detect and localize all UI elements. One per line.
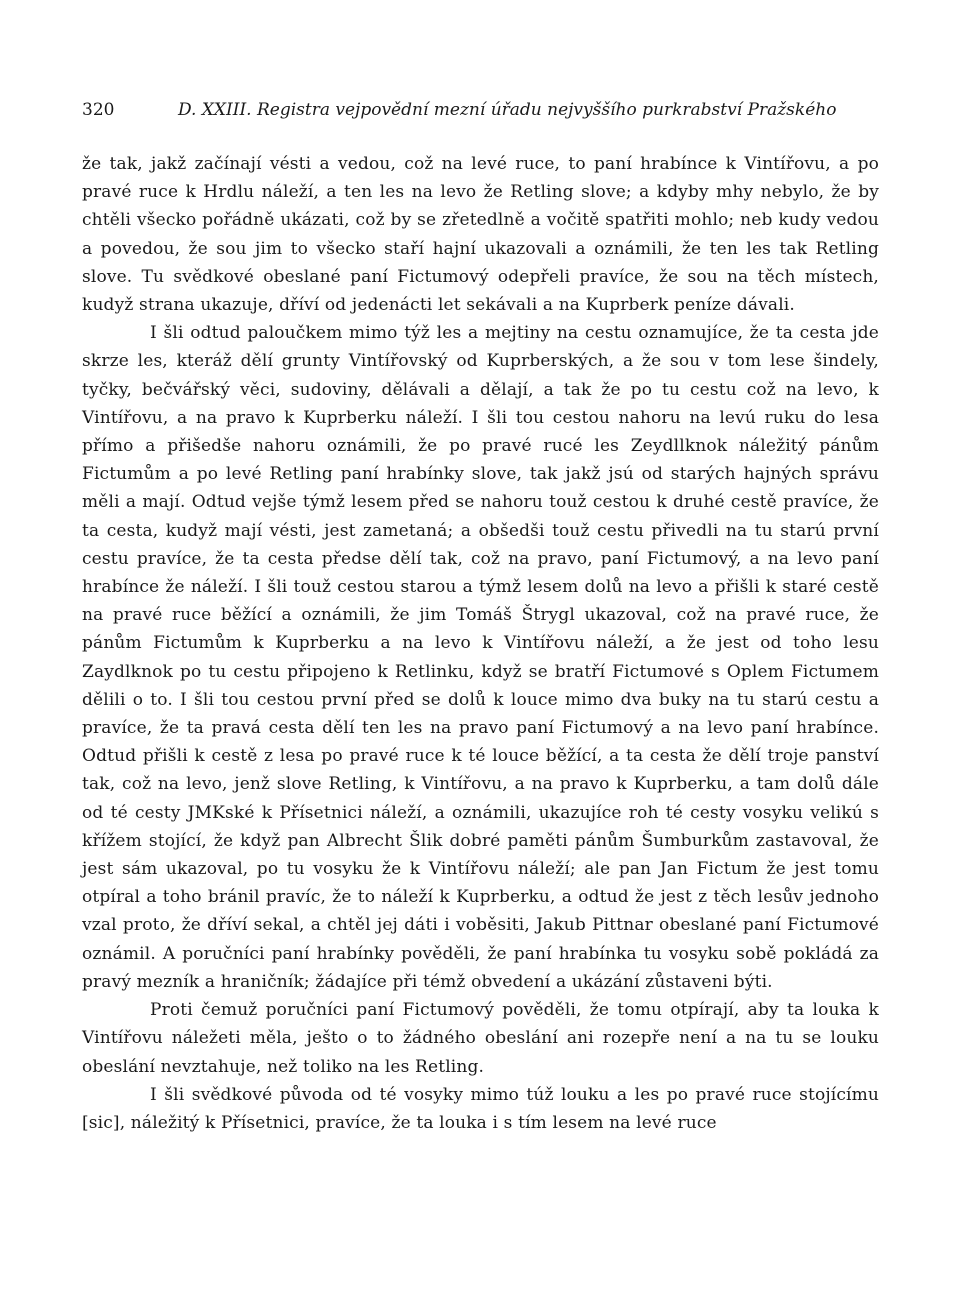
page-number: 320 bbox=[82, 100, 115, 120]
paragraph: že tak, jakž začínají vésti a vedou, což na levé ruce, to paní hrabínce k Vintířovu, a po pravé ruce k Hrdlu náleží, a ten les na levo že Retling slove; a kdyby mhy nebylo, že by chtěli všecko pořádně ukázati, což by se zřetedlně a vočitě spatřiti mohlo; neb kudy vedou a povedou, že sou jim to všecko staří hajní ukazovali a oznámili, že ten les tak Retling slove. Tu svědkové obeslané paní Fictumový odepřeli pravíce, že sou na těch místech, kudyž strana ukazuje, dříví od jedenácti let sekávali a na Kuprberk peníze dávali. bbox=[82, 154, 879, 316]
paragraph: Proti čemuž poručníci paní Fictumový pověděli, že tomu otpírají, aby ta louka k Vintířovu náležeti měla, ješto o to žádného obeslání ani rozepře není a na tu se louku obeslání nevztahuje, než toliko na les Retling. bbox=[82, 1000, 879, 1077]
paragraph: I šli odtud paloučkem mimo týž les a mejtiny na cestu oznamujíce, že ta cesta jde skrze les, kteráž dělí grunty Vintířovský od Kuprberských, a že sou v tom lese šindely, tyčky, bečvářský věci, sudoviny, dělávali a dělají, a tak že po tu cestu což na levo, k Vintířovu, a na pravo k Kuprberku náleží. I šli tou cestou nahoru na levú ruku do lesa přímo a přišedše nahoru oznámili, že po pravé rucé les Zeydllknok náležitý pánům Fictumům a po levé Retling paní hrabínky slove, tak jakž jsú od starých hajných správu měli a mají. Odtud vejše týmž lesem před se nahoru touž cestou k druhé cestě pravíce, že ta cesta, kudyž mají vésti, jest zametaná; a obšedši touž cestu přivedli na tu starú první cestu pravíce, že ta cesta předse dělí tak, což na pravo, paní Fictumový, a na levo paní hrabínce že náleží. I šli touž cestou starou a týmž lesem dolů na levo a přišli k staré cestě na pravé ruce běžící a oznámili, že jim Tomáš Štrygl ukazoval, což na pravé ruce, že pánům Fictumům k Kuprberku a na levo k Vintířovu náleží, a že jest od toho lesu Zaydlknok po tu cestu připojeno k Retlinku, když se bratří Fictumové s Oplem Fictumem dělili o to. I šli tou cestou první před se dolů k louce mimo dva buky na tu starú cestu a pravíce, že ta pravá cesta dělí ten les na pravo paní Fictumový a na levo paní hrabínce. Odtud přišli k cestě z lesa po pravé ruce k té louce běžící, a ta cesta že dělí troje panství tak, což na levo, jenž slove Retling, k Vintířovu, a na pravo k Kuprberku, a tam dolů dále od té cesty JMKské k Přísetnici náleží, a oznámili, ukazujíce roh té cesty vosyku velikú s křížem stojící, že když pan Albrecht Šlik dobré paměti pánům Šumburkům zastavoval, že jest sám ukazoval, po tu vosyku že k Vintířovu náleží; ale pan Jan Fictum že jest tomu otpíral a toho bránil pravíc, že to náleží k Kuprberku, a odtud že jest z těch lesův jednoho vzal proto, že dříví sekal, a chtěl jej dáti i voběsiti, Jakub Pittnar obeslané paní Fictumové oznámil. A poručníci paní hrabínky pověděli, že paní hrabínka tu vosyku sobě pokládá za pravý mezník a hraničník; žádajíce při témž obvedení a ukázání zůstaveni býti. bbox=[82, 323, 879, 992]
body-text bbox=[82, 150, 879, 1137]
book-page bbox=[82, 100, 879, 1137]
paragraph: I šli svědkové původa od té vosyky mimo túž louku a les po pravé ruce stojícímu [sic], náležitý k Přísetnici, pravíce, že ta louka i s tím lesem na levé ruce bbox=[82, 1084, 879, 1133]
page-header bbox=[82, 100, 879, 132]
running-head: D. XXIII. Registra vejpovědní mezní úřadu nejvyššího purkrabství Pražského bbox=[178, 100, 837, 120]
